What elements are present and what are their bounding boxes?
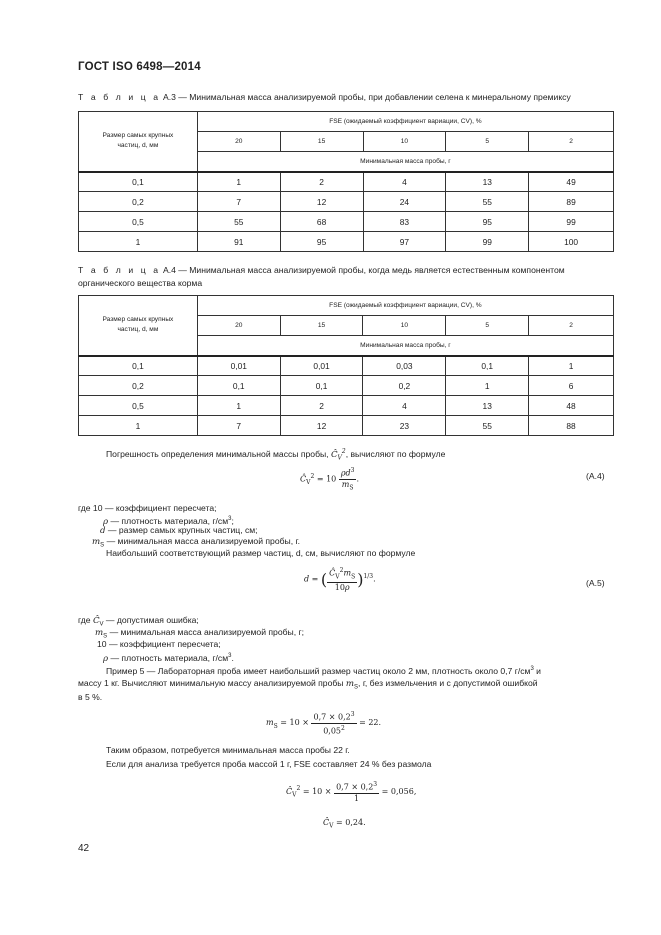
table-row (79, 172, 614, 192)
table-cell: 12 (280, 416, 363, 436)
table-a4-caption (78, 264, 613, 289)
table-cell: 99 (446, 232, 529, 252)
table-cell: 0,01 (197, 356, 280, 376)
result-line-2: Если для анализа требуется проба массой 1 г, FSE составляет 24 % без размола (106, 759, 432, 769)
table-row (79, 396, 614, 416)
table-row (79, 376, 614, 396)
page-header: ГОСТ ISO 6498—2014 (78, 61, 201, 73)
table-cell: 7 (197, 416, 280, 436)
table-cell: 23 (363, 416, 446, 436)
table-a3-fse-2: 2 (529, 132, 614, 152)
table-a4-fse-20: 20 (197, 316, 280, 336)
formula-a5: d = ( $\frac{Ĉ_V^2m_S}{10\rho}$ )$^{1/3}$. (304, 567, 376, 593)
equation-number-a5: (А.5) (586, 578, 605, 588)
rho-definition: ρ — плотность материала, $г/см^3$; (103, 515, 234, 527)
cv-final: $Ĉ_V = 0,24$. (323, 818, 366, 830)
table-a4 (78, 295, 614, 436)
d-definition: d — размер самых крупных частиц, см; (100, 525, 258, 536)
table-cell: 88 (529, 416, 614, 436)
rho-definition-2: ρ — плотность материала, $г/см^3$. (103, 652, 234, 664)
table-a4-fse-header: FSE (ожидаемый коэффициент вариации, CV), % (197, 296, 613, 316)
table-a4-label: Т а б л и ц а (78, 265, 161, 275)
where-1: где 10 — коэффициент пересчета; (78, 503, 217, 513)
error-intro: Погрешность определения минимальной массы пробы, $Ĉ_V^2$, вычисляют по формуле (106, 448, 446, 462)
table-cell: 0,5 (79, 212, 198, 232)
table-cell: 49 (529, 172, 614, 192)
formula-a4: $Ĉ_V^2 = 10$ $\frac{\rho d^3}{m_S}$ . (300, 467, 360, 492)
table-a4-fse-2: 2 (529, 316, 614, 336)
table-row (79, 356, 614, 376)
table-cell: 97 (363, 232, 446, 252)
table-cell: 0,1 (197, 376, 280, 396)
table-cell: 1 (79, 416, 198, 436)
table-a3-fse-5: 5 (446, 132, 529, 152)
table-a4-fse-10: 10 (363, 316, 446, 336)
ten-definition: 10 — коэффициент пересчета; (97, 639, 221, 649)
ms-calculation: $m_S = 10$ × $\frac{0,7 \times 0,2^3}{0,05^2}$ = 22. (266, 711, 382, 736)
table-a4-row-header: Размер самых крупных частиц, d, мм (79, 296, 198, 356)
ms-definition: $m_S$ — минимальная масса анализируемой пробы, г. (92, 536, 300, 549)
table-cell: 100 (529, 232, 614, 252)
table-cell: 91 (197, 232, 280, 252)
table-cell: 1 (446, 376, 529, 396)
result-line-1: Таким образом, потребуется минимальная масса пробы 22 г. (106, 745, 350, 755)
table-cell: 0,1 (79, 172, 198, 192)
example-5-line1: Пример 5 — Лабораторная проба имеет наибольший размер частиц около 2 мм, плотность около 0,7 $г/см^3$ и (106, 665, 541, 676)
table-cell: 12 (280, 192, 363, 212)
table-cell: 55 (446, 416, 529, 436)
table-a4-mass-header: Минимальная масса пробы, г (197, 336, 613, 356)
table-cell: 99 (529, 212, 614, 232)
ms-definition-2: $m_S$ — минимальная масса анализируемой пробы, г; (95, 627, 305, 640)
table-a3-fse-10: 10 (363, 132, 446, 152)
table-cell: 13 (446, 172, 529, 192)
table-cell: 0,5 (79, 396, 198, 416)
table-cell: 4 (363, 172, 446, 192)
table-cell: 55 (446, 192, 529, 212)
table-cell: 0,03 (363, 356, 446, 376)
table-row (79, 212, 614, 232)
table-a3 (78, 111, 614, 252)
table-cell: 0,1 (446, 356, 529, 376)
table-a3-label: Т а б л и ц а (78, 92, 161, 102)
table-row (79, 416, 614, 436)
table-a3-mass-header: Минимальная масса пробы, г (197, 152, 613, 172)
table-cell: 6 (529, 376, 614, 396)
table-row (79, 192, 614, 212)
table-a3-fse-20: 20 (197, 132, 280, 152)
table-cell: 2 (280, 396, 363, 416)
table-a4-fse-5: 5 (446, 316, 529, 336)
page-number: 42 (78, 843, 90, 854)
largest-size-text: Наибольший соответствующий размер частиц, d, см, вычисляют по формуле (106, 548, 416, 558)
table-cell: 0,1 (79, 356, 198, 376)
table-cell: 1 (197, 396, 280, 416)
table-cell: 68 (280, 212, 363, 232)
table-a3-fse-15: 15 (280, 132, 363, 152)
table-a4-fse-15: 15 (280, 316, 363, 336)
table-cell: 1 (197, 172, 280, 192)
where-2: где $Ĉ_V$ — допустимая ошибка; (78, 615, 199, 628)
equation-number-a4: (А.4) (586, 471, 605, 481)
table-cell: 55 (197, 212, 280, 232)
table-a3-fse-header: FSE (ожидаемый коэффициент вариации, CV), % (197, 112, 613, 132)
table-cell: 1 (529, 356, 614, 376)
table-a4-title: А.4 — Минимальная масса анализируемой пробы, когда медь является естественным компонентом органического вещества корма (78, 265, 565, 288)
table-cell: 0,2 (79, 376, 198, 396)
table-cell: 89 (529, 192, 614, 212)
table-cell: 48 (529, 396, 614, 416)
table-cell: 13 (446, 396, 529, 416)
table-cell: 95 (446, 212, 529, 232)
table-cell: 2 (280, 172, 363, 192)
table-cell: 83 (363, 212, 446, 232)
table-a3-row-header: Размер самых крупных частиц, d, мм (79, 112, 198, 172)
table-cell: 7 (197, 192, 280, 212)
table-cell: 0,2 (79, 192, 198, 212)
table-cell: 0,1 (280, 376, 363, 396)
table-cell: 0,01 (280, 356, 363, 376)
table-cell: 1 (79, 232, 198, 252)
table-cell: 24 (363, 192, 446, 212)
example-5-line3: в 5 %. (78, 692, 103, 702)
table-cell: 0,2 (363, 376, 446, 396)
table-a3-caption (78, 91, 613, 104)
example-5-line2: массу 1 кг. Вычисляют минимальную массу анализируемой пробы $m_S$, г, без измельчения и с допустимой ошибкой (78, 678, 538, 691)
table-a3-title: А.3 — Минимальная масса анализируемой пробы, при добавлении селена к минеральному премиксу (162, 92, 571, 102)
cv-calculation: $Ĉ_V^2 = 10$ × $\frac{0,7 \times 0,2^3}{1}$ = 0,056, (286, 781, 417, 803)
table-cell: 95 (280, 232, 363, 252)
table-cell: 4 (363, 396, 446, 416)
table-row (79, 232, 614, 252)
